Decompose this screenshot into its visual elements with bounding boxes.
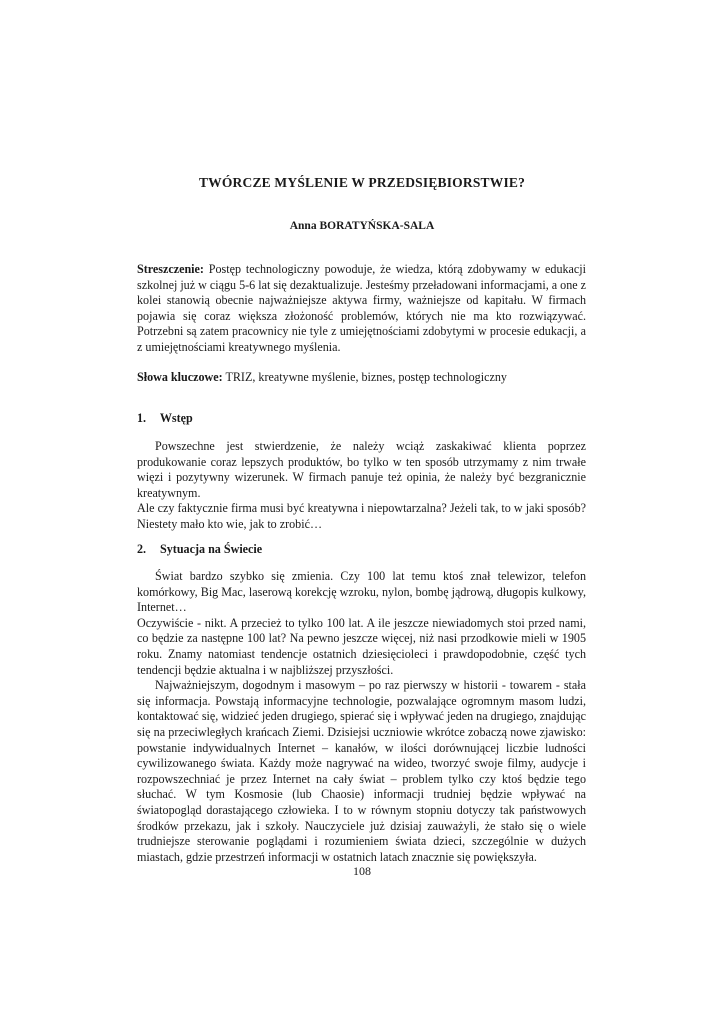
section-2-heading [137,542,586,558]
section-1-body [137,439,586,533]
abstract-text: Postęp technologiczny powoduje, że wiedza, którą zdobywamy w edukacji szkolnej już w ciągu 5-6 lat się dezaktualizuje. Jesteśmy przeładowani informacjami, a one z kolei stanowią obecnie najważniejsze aktywa firmy, ważniejsze od kapitału. W firmach pojawia się coraz większa złożoność problemów, których nie ma kto rozwiązywać. Potrzebni są zatem pracownicy nie tyle z umiejętnościami zdobytymi w procesie edukacji, a z umiejętnościami kreatywnego myślenia. [137,262,586,354]
keywords-label: Słowa kluczowe: [137,370,223,384]
keywords-paragraph [137,370,586,386]
abstract-paragraph [137,262,586,356]
section-2-paragraph-1: Świat bardzo szybko się zmienia. Czy 100 lat temu ktoś znał telewizor, telefon komórkowy, Big Mac, laserową korekcję wzroku, nylon, bombę jądrową, długopis kulkowy, Internet… [137,569,586,615]
author-name: Anna BORATYŃSKA-SALA [289,220,435,232]
section-2-paragraph-2: Oczywiście - nikt. A przecież to tylko 100 lat. A ile jeszcze niewiadomych stoi przed nami, co będzie za następne 100 lat? Na pewno jeszcze więcej, niż nasi przodkowie mieli w 1905 roku. Znamy natomiast tendencje ostatnich dziesięcioleci i prawdopodobnie, część tych tendencji będzie aktualna i w najbliższej przyszłości. [137,615,586,677]
section-1-heading [137,411,586,427]
paper-title: TWÓRCZE MYŚLENIE W PRZEDSIĘBIORSTWIE? [198,175,526,190]
section-2-paragraph-3: Najważniejszym, dogodnym i masowym – po raz pierwszy w historii - towarem - stała się informacja. Powstają informacyjne technologie, pozwalające ogromnym masom ludzi, kontaktować się, widzieć jeden drugiego, spierać się i wpływać jeden na drugiego, znajdując się na przeciwległych krańcach Ziemi. Dzisiejsi uczniowie wkrótce zobaczą nowe zjawisko: powstanie indywidualnych Internet – kanałów, w ilości dorównującej liczbie ludności cywilizowanego świata. Każdy może nagrywać na wideo, tworzyć swoje filmy, audycje i rozpowszechniać je przez Internet na cały świat – problem tylko czy ktoś będzie tego słuchać. W tym Kosmosie (lub Chaosie) informacji trudniej będzie wpływać na światopogląd dorastającego człowieka. I to w równym stopniu dotyczy tak państwowych środków przekazu, jak i szkoły. Nauczyciele już dzisiaj zauważyli, że stało się o wiele trudniejsze sterowanie poglądami i rozumieniem świata dzieci, szczególnie w dużych miastach, gdzie przestrzeń informacji w ostatnich latach znacznie się powiększyła. [137,678,586,864]
abstract [137,262,586,356]
page-number: 108 [353,864,371,878]
section-2-title: Sytuacja na Świecie [160,542,263,556]
section-2-body [137,569,586,865]
keywords-text: TRIZ, kreatywne myślenie, biznes, postęp technologiczny [222,370,507,384]
section-1-number: 1. [137,411,147,425]
keywords [137,370,586,386]
section-1-paragraph-1: Powszechne jest stwierdzenie, że należy wciąż zaskakiwać klienta poprzez produkowanie coraz lepszych produktów, bo tylko w ten sposób utrzymamy z nim trwałe więzi i pozytywny wizerunek. W firmach panuje też opinia, że należy być bezgranicznie kreatywnym. [137,439,586,500]
section-2-number: 2. [137,542,147,556]
abstract-label: Streszczenie: [137,262,204,276]
section-1-title: Wstęp [159,411,193,425]
section-1-paragraph-2: Ale czy faktycznie firma musi być kreatywna i niepowtarzalna? Jeżeli tak, to w jaki sposób? Niestety mało kto wie, jak to zrobić… [137,501,586,531]
